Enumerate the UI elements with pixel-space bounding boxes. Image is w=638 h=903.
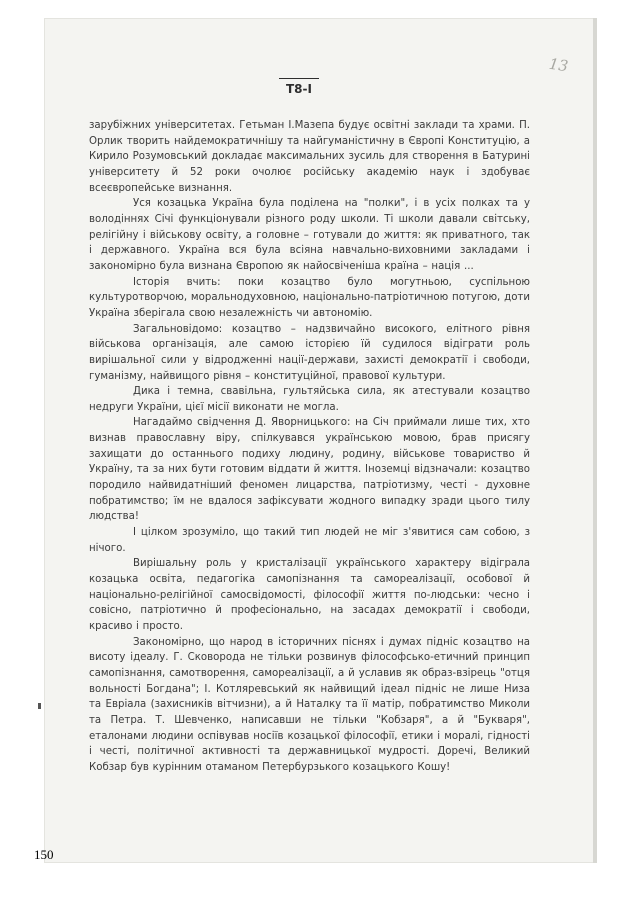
paragraph: І цілком зрозуміло, що такий тип людей не міг з'явитися сам собою, з нічого. [89,527,530,554]
scan-edge-shadow [593,18,597,863]
paragraph: зарубіжних університетах. Гетьман І.Мазепа будує освітні заклади та храми. П. Орлик творить найдемократичнішу та найгуманістичну в Європі Конституцію, а Кирило Розумовський докладає максимальних зусиль для створення в Батурині університету й 52 роки очолює російську академію наук і здобуває всеєвропейське визнання. [89,120,530,194]
scan-artifact-mark [38,703,41,709]
paragraph: Загальновідомо: козацтво – надзвичайно високого, елітного рівня військова організація, але самою історією їй судилося відіграти роль вирішальної сили у відродженні нації-держави, захисті демократії і свободи, гуманізму, найвищого рівня – конституційної, правової культури. [89,323,530,382]
paragraph: Закономірно, що народ в історичних піснях і думах підніс козацтво на висоту ідеалу. Г. Сковорода не тільки розвинув філософсько-етичний принцип самопізнання, самотворення, самореалізації, а й уславив як образ-взірець "отця вольності Богдана"; І. Котляревський як найвищий ідеал підніс не лише Низа та Евріала (захисників вітчизни), а й Наталку та її матір, побратимство Миколи та Петра. Т. Шевченко, написавши не тільки "Кобзаря", а й "Букваря", еталонами людини оспівував носіїв козацької філософії, етики і моралі, гідності і честі, політичної активності та державницької мудрості. Доречі, Великий Кобзар був курінним отаманом Петербурзького козацького Кошу! [89,636,530,773]
handwritten-page-mark: 13 [547,54,570,76]
paragraph: Дика і темна, свавільна, гультяйська сила, як атестували козацтво недруги України, цієї місії виконати не могла. [89,386,530,413]
paragraph: Нагадаймо свідчення Д. Яворницького: на Січ приймали лише тих, хто визнав православну віру, спілкувався українською мовою, брав присягу захищати до останнього подиху людину, родину, військове товариство й Україну, та за них бути готовим віддати й життя. Іноземці відзначали: козацтво породило найвидатніший феномен лицарства, патріотизму, честі - духовне побратимство; їм не вдалося зафіксувати жодного випадку зради цього тилу людства! [89,417,530,523]
scanned-page [44,18,597,863]
paragraph: Вирішальну роль у кристалізації українського характеру відіграла козацька освіта, педагогіка самопізнання та самореалізації, особової й національно-релігійної самосвідомості, філософії життя по-людськи: чесно і совісно, патріотично й професіонально, на засадах демократії і свободи, красиво і просто. [89,558,530,632]
body-text [89,118,530,776]
page-number: 150 [34,847,54,862]
paragraph: Уся козацька Україна була поділена на "полки", і в усіх полках та у володіннях Січі функціонували різного роду школи. Ті школи давали світську, релігійну і військову освіту, а головне – готували до життя: як приватного, так і державного. Україна вся була всіяна навчально-виховними закладами і закономірно була визнана Європою як найосвіченіша країна – нація ... [89,198,530,272]
document-code: Т8-І [279,78,319,99]
paragraph: Історія вчить: поки козацтво було могутньою, суспільною культуротворчою, моральнодуховною, національно-патріотичною потугою, доти Україна зберігала свою незалежність чи автономію. [89,276,530,319]
